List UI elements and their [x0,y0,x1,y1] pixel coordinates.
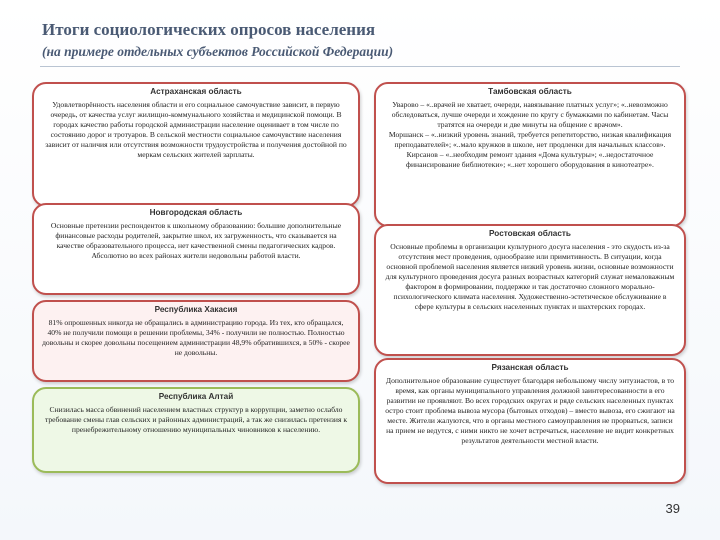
card-astrakhan [32,82,360,207]
card-rostov-body: Основные проблемы в организации культурного досуга населения - это скудость из-за отсутствия мест проведения, однообразие или примитивность. В ситуации, когда основной проблемой населения является низкий уровень жизни, основные возможности для культурного проведения досуга разных возрастных категорий служат немаловажным фактором в формировании, поддержке и так достаточно сложного морально-психологического климата населения. Художественно-эстетическое обслуживание в сфере культуры в сельских населенных пунктах и шахтерских городах. [385,241,675,311]
card-astrakhan-title: Астраханская область [150,87,242,96]
card-altai-title: Республика Алтай [158,392,234,401]
card-tambov-title: Тамбовская область [488,87,572,96]
card-khakassia [32,300,360,382]
card-tambov [374,82,686,227]
card-rostov [374,224,686,356]
card-novgorod-title: Новгородская область [149,208,243,217]
card-rostov-title: Ростовская область [489,229,571,238]
slide-subtitle: (на примере отдельных субъектов Российской Федерации) [42,44,394,59]
card-novgorod-body: Основные претензии респондентов к школьному образованию: большие дополнительные финансовые расходы родителей, закрытие школ, их загруженность, что сказывается на качестве образовательного процесса, нет качественной смены педагогических кадров. Абсолютно во всех районах жители недовольны работой власти. [50,220,342,260]
card-tambov-line-uvarovo: Уварово – «..врачей не хватает, очереди, навязывание платных услуг»; «..невозможно обследоваться, лучше очереди и хождение по кругу с бумажками по кабинетам. Часы тратятся на очереди и две минуты на общение с врачом». [391,99,669,129]
title-divider [40,66,680,67]
card-altai-body: Снизилась масса обвинений населением властных структур в коррупции, заметно ослабло требование смены глав сельских и районных администраций, а так же снизилась претензия к пренебрежительному отношению муниципальных чиновников к населению. [44,404,348,434]
card-khakassia-title: Республика Хакасия [154,305,238,314]
card-astrakhan-body: Удовлетворённость населения области и его социальное самочувствие зависит, в первую очередь, от качества услуг жилищно-коммунального хозяйства и медицинской помощи. В городах качество работы городской администрации население оценивает в том числе по состоянию дорог и тротуаров. В сельской местности социальное самочувствие населения зависит от наличия или отсутствия возможности трудоустройства и получения достойной по меркам сельских жителей зарплаты. [45,99,347,159]
card-tambov-line-kirsanov: Кирсанов – «..необходим ремонт здания «Дома культуры»; «..недостаточное финансирование библиотеки»; «..нет хорошего оборудования в кинотеатре». [406,149,654,169]
page-number: 39 [665,501,680,516]
card-ryazan [374,358,686,484]
card-ryazan-body: Дополнительное образование существует благодаря небольшому числу энтузиастов, в то время, как органы муниципального управления должной заинтересованности в его развитии не проявляют. Во всех городских округах и ряде сельских населенных пунктах остро стоит проблема вывоза мусора (бытовых отходов) – вместо вывоза, его сжигают на месте. Жители жалуются, что в органы местного самоуправления не прорваться, записи на прием не ведутся, с ними никто не хочет встречаться, население не видит конкретных результатов деятельности местной власти. [385,375,675,445]
card-novgorod [32,203,360,295]
card-altai [32,387,360,473]
card-tambov-line-morshansk: Моршанск – «..низкий уровень знаний, требуется репетиторство, низкая квалификация преподавателей»; «..мало кружков в школе, нет продленки для начальных классов». [388,129,672,149]
card-khakassia-body: 81% опрошенных никогда не обращались в администрацию города. Из тех, кто обращался, 40% не получили помощи в решении проблемы, 34% - получили не полностью. Полностью довольны и скорее довольны посещением администрации 48,9% обратившихся, в 50% - скорее не довольны. [42,317,350,357]
card-ryazan-title: Рязанская область [491,363,569,372]
slide-title: Итоги социологических опросов населения [42,20,376,39]
